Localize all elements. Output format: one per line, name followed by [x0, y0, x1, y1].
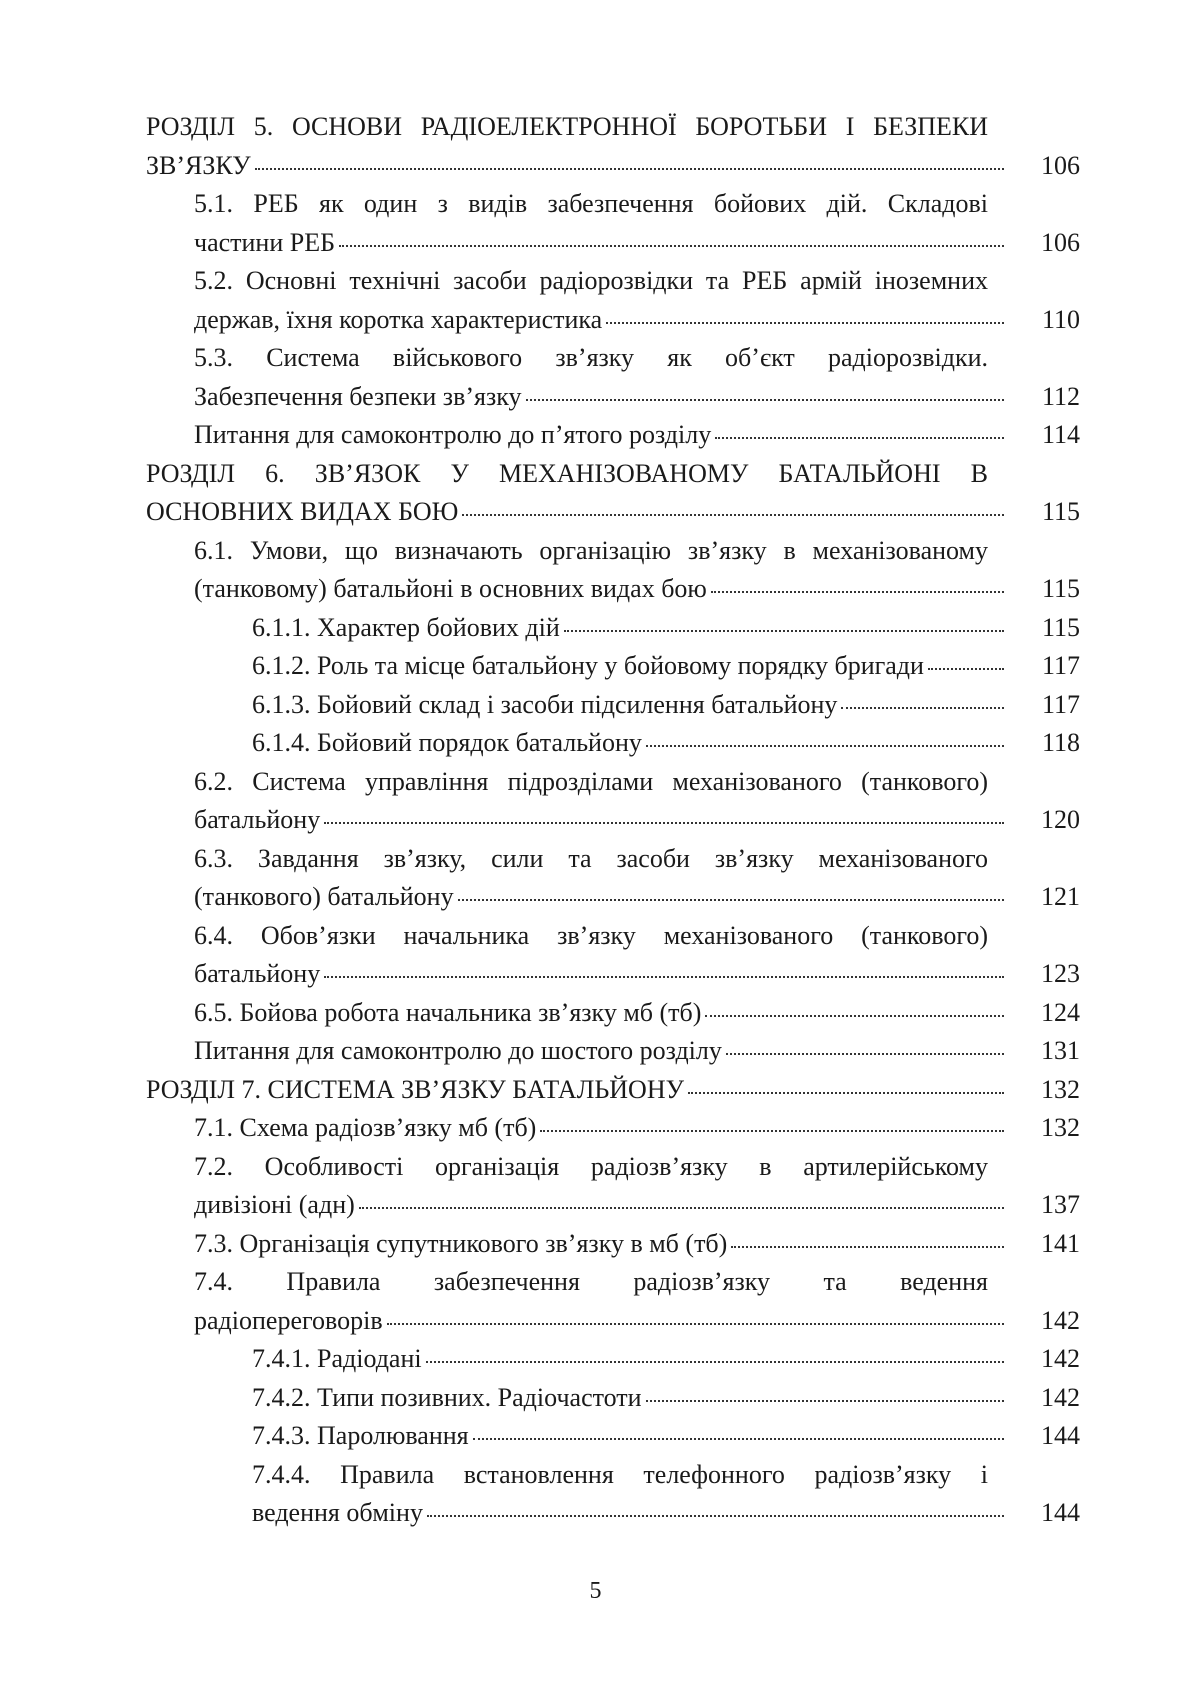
toc-entry-last-line — [146, 609, 1080, 648]
toc-page-number: 121 — [1041, 882, 1080, 911]
dot-leader — [646, 1400, 1004, 1402]
dot-leader — [255, 168, 1004, 170]
dot-leader — [359, 1207, 1004, 1209]
toc-entry[interactable] — [146, 532, 1080, 609]
toc-entry-title: Забезпечення безпеки зв’язку — [194, 381, 522, 411]
toc-entry-last-line — [146, 878, 1080, 917]
toc-entry[interactable] — [146, 647, 1080, 686]
toc-entry-title: 6.1.4. Бойовий порядок батальйону — [252, 728, 642, 757]
toc-entry-title: РОЗДІЛ 7. СИСТЕМА ЗВ’ЯЗКУ БАТАЛЬЙОНУ — [146, 1074, 685, 1104]
toc-entry-last-line — [146, 724, 1080, 763]
toc-entry-last-line — [146, 1379, 1080, 1418]
toc-page-number: 124 — [1041, 997, 1080, 1027]
toc-page-number: 144 — [1041, 1498, 1080, 1527]
toc-page-number: 106 — [1041, 227, 1080, 257]
dot-leader — [715, 437, 1004, 439]
toc-page-number: 114 — [1041, 420, 1080, 449]
toc-entry[interactable] — [146, 1379, 1080, 1418]
toc-entry[interactable] — [146, 1417, 1080, 1456]
toc-entry-last-line — [146, 1417, 1080, 1456]
toc-entry-last-line — [146, 1032, 1080, 1071]
toc-entry[interactable] — [146, 455, 1080, 532]
toc-entry-last-line — [146, 416, 1080, 455]
dot-leader — [324, 976, 1004, 978]
dot-leader — [387, 1323, 1004, 1325]
page-number: 5 — [589, 1578, 602, 1604]
toc-page-number: 117 — [1041, 689, 1080, 719]
toc-entry-title: Питання для самоконтролю до шостого розділу — [194, 1036, 722, 1065]
toc-page-number: 131 — [1041, 1036, 1080, 1065]
toc-entry-title: 6.5. Бойова робота начальника зв’язку мб (тб) — [194, 997, 702, 1027]
toc-page-number: 132 — [1041, 1113, 1080, 1142]
toc-page-number: 112 — [1041, 381, 1080, 411]
table-of-contents — [146, 108, 1080, 1533]
toc-entry-title: радіопереговорів — [194, 1305, 383, 1335]
toc-entry-line: 5.1. РЕБ як один з видів забезпечення бойових дій. Складові — [194, 189, 988, 218]
toc-page-number: 142 — [1041, 1305, 1080, 1335]
toc-entry-line: РОЗДІЛ 6. ЗВ’ЯЗОК У МЕХАНІЗОВАНОМУ БАТАЛЬЙОНІ В — [146, 458, 988, 488]
toc-entry-last-line — [146, 1302, 1080, 1341]
toc-entry-line: 6.2. Система управління підрозділами механізованого (танкового) — [194, 766, 988, 796]
toc-entry-last-line — [146, 301, 1080, 340]
toc-entry-title: частини РЕБ — [194, 227, 336, 257]
toc-entry-last-line — [146, 1186, 1080, 1225]
toc-entry[interactable] — [146, 1263, 1080, 1340]
toc-entry-line: 7.4.4. Правила встановлення телефонного радіозв’язку і — [252, 1459, 988, 1489]
toc-page-number: 115 — [1041, 612, 1080, 642]
toc-page-number: 110 — [1041, 304, 1080, 334]
toc-entry[interactable] — [146, 917, 1080, 994]
toc-entry-line: 5.2. Основні технічні засоби радіорозвідки та РЕБ армій іноземних — [194, 266, 988, 295]
toc-entry-last-line — [146, 994, 1080, 1033]
toc-entry-title: 7.4.2. Типи позивних. Радіочастоти — [252, 1382, 642, 1412]
dot-leader — [462, 514, 1004, 516]
toc-entry-title: 6.1.1. Характер бойових дій — [252, 612, 560, 642]
toc-entry-title: 7.3. Організація супутникового зв’язку в мб (тб) — [194, 1228, 728, 1258]
toc-entry-title: 7.1. Схема радіозв’язку мб (тб) — [194, 1113, 537, 1142]
toc-page-number: 123 — [1041, 959, 1080, 988]
toc-entry-title: ОСНОВНИХ ВИДАХ БОЮ — [146, 497, 459, 526]
dot-leader — [339, 245, 1004, 247]
toc-entry-last-line — [146, 1225, 1080, 1264]
toc-entry-last-line — [146, 955, 1080, 994]
toc-page-number: 106 — [1041, 150, 1080, 180]
toc-entry[interactable] — [146, 185, 1080, 262]
toc-entry-last-line — [146, 686, 1080, 725]
toc-entry-last-line — [146, 570, 1080, 609]
toc-entry-line: 7.2. Особливості організація радіозв’язку в артилерійському — [194, 1151, 988, 1181]
toc-entry-last-line — [146, 224, 1080, 263]
toc-entry[interactable] — [146, 994, 1080, 1033]
toc-page-number: 115 — [1041, 497, 1080, 526]
dot-leader — [606, 322, 1004, 324]
toc-entry[interactable] — [146, 262, 1080, 339]
toc-entry-title: 7.4.3. Паролювання — [252, 1421, 469, 1450]
toc-page-number: 115 — [1041, 574, 1080, 603]
dot-leader — [540, 1130, 1004, 1132]
dot-leader — [688, 1092, 1004, 1094]
dot-leader — [426, 1361, 1004, 1363]
toc-entry[interactable] — [146, 1109, 1080, 1148]
dot-leader — [473, 1438, 1004, 1440]
toc-entry[interactable] — [146, 609, 1080, 648]
toc-page-number: 117 — [1041, 651, 1080, 680]
toc-entry[interactable] — [146, 763, 1080, 840]
toc-entry-last-line — [146, 147, 1080, 186]
toc-entry-last-line — [146, 647, 1080, 686]
toc-page-number: 144 — [1041, 1421, 1080, 1450]
toc-entry[interactable] — [146, 339, 1080, 416]
toc-entry-title: держав, їхня коротка характеристика — [194, 304, 603, 334]
dot-leader — [928, 668, 1004, 670]
dot-leader — [564, 630, 1004, 632]
toc-entry[interactable] — [146, 1340, 1080, 1379]
toc-page-number: 141 — [1041, 1228, 1080, 1258]
toc-entry[interactable] — [146, 724, 1080, 763]
toc-entry-last-line — [146, 493, 1080, 532]
toc-entry-line: 5.3. Система військового зв’язку як об’єкт радіорозвідки. — [194, 343, 988, 372]
toc-entry-last-line — [146, 1494, 1080, 1533]
toc-entry-title: ЗВ’ЯЗКУ — [146, 150, 251, 180]
toc-entry[interactable] — [146, 1071, 1080, 1110]
toc-entry-title: (танковому) батальйоні в основних видах бою — [194, 574, 707, 603]
dot-leader — [731, 1246, 1004, 1248]
toc-entry[interactable] — [146, 686, 1080, 725]
toc-entry[interactable] — [146, 1032, 1080, 1071]
toc-entry-title: 7.4.1. Радіодані — [252, 1344, 422, 1373]
dot-leader — [526, 399, 1004, 401]
toc-entry[interactable] — [146, 416, 1080, 455]
toc-page-number: 142 — [1041, 1382, 1080, 1412]
toc-entry-line: 6.4. Обов’язки начальника зв’язку механізованого (танкового) — [194, 920, 988, 950]
toc-page-number: 132 — [1041, 1074, 1080, 1104]
toc-entry-title: 6.1.3. Бойовий склад і засоби підсилення батальйону — [252, 689, 838, 719]
toc-entry-line: 6.1. Умови, що визначають організацію зв’язку в механізованому — [194, 535, 988, 565]
toc-entry-title: ведення обміну — [252, 1498, 423, 1527]
toc-entry-last-line — [146, 378, 1080, 417]
toc-entry[interactable] — [146, 1148, 1080, 1225]
toc-entry-title: 6.1.2. Роль та місце батальйону у бойовому порядку бригади — [252, 651, 924, 680]
toc-page-number: 118 — [1041, 728, 1080, 757]
toc-entry-line: 6.3. Завдання зв’язку, сили та засоби зв’язку механізованого — [194, 843, 988, 873]
toc-entry-last-line — [146, 1071, 1080, 1110]
dot-leader — [458, 899, 1004, 901]
toc-page-number: 120 — [1041, 805, 1080, 834]
toc-entry-title: (танкового) батальйону — [194, 882, 454, 911]
toc-entry[interactable] — [146, 1456, 1080, 1533]
toc-entry-title: батальйону — [194, 959, 321, 988]
dot-leader — [705, 1015, 1004, 1017]
dot-leader — [646, 745, 1004, 747]
toc-entry-title: батальйону — [194, 805, 321, 834]
dot-leader — [841, 707, 1004, 709]
toc-entry-title: Питання для самоконтролю до п’ятого розділу — [194, 420, 712, 449]
toc-page-number: 137 — [1041, 1190, 1080, 1219]
toc-entry-line: 7.4. Правила забезпечення радіозв’язку та ведення — [194, 1267, 988, 1296]
toc-entry-title: дивізіоні (адн) — [194, 1190, 355, 1219]
dot-leader — [324, 822, 1004, 824]
toc-entry-last-line — [146, 1340, 1080, 1379]
toc-entry[interactable] — [146, 108, 1080, 185]
toc-page-number: 142 — [1041, 1344, 1080, 1373]
dot-leader — [726, 1053, 1004, 1055]
toc-entry-last-line — [146, 1109, 1080, 1148]
toc-entry-last-line — [146, 801, 1080, 840]
dot-leader — [711, 591, 1004, 593]
toc-entry[interactable] — [146, 1225, 1080, 1264]
toc-entry-line: РОЗДІЛ 5. ОСНОВИ РАДІОЕЛЕКТРОННОЇ БОРОТЬБИ І БЕЗПЕКИ — [146, 112, 988, 141]
toc-entry[interactable] — [146, 840, 1080, 917]
dot-leader — [427, 1515, 1004, 1517]
